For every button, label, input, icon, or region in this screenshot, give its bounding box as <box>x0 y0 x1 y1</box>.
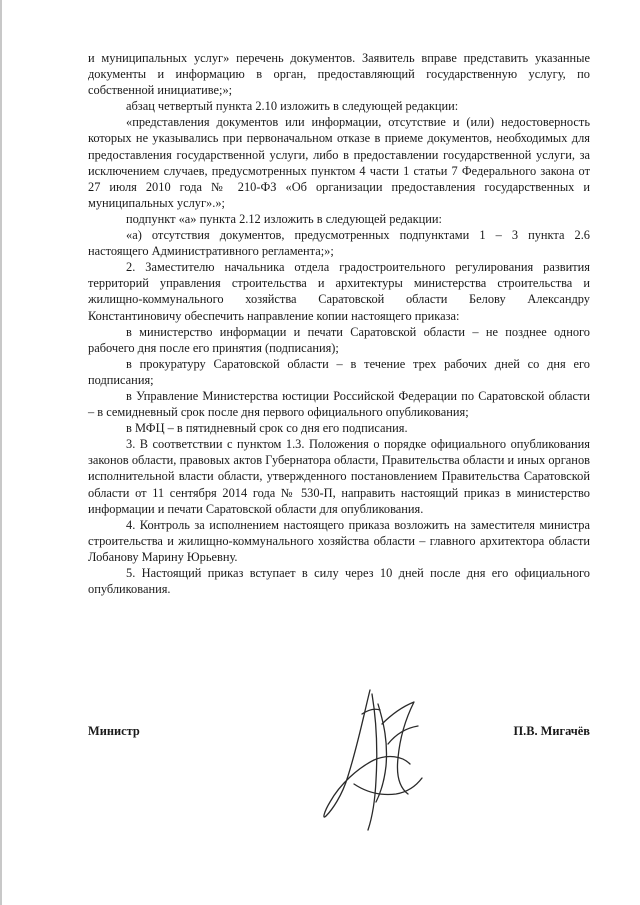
paragraph-item-2: 2. Заместителю начальника отдела градостроительного регулирования развития территорий управления строительства и архитектуры министерства строительства и жилищно-коммунального хозяйства Саратовской области Белову Александру Константиновичу обеспечить направление копии настоящего приказа: <box>88 260 590 323</box>
paragraph-item-5: 5. Настоящий приказ вступает в силу через 10 дней после дня его официального опубликования. <box>88 566 590 597</box>
signatory-name: П.В. Мигачёв <box>513 724 590 738</box>
paragraph-continuation: и муниципальных услуг» перечень документов. Заявитель вправе представить указанные документы и информацию в орган, предоставляющий государственную услугу, по собственной инициативе;»; <box>88 51 590 98</box>
handwritten-signature <box>318 684 428 834</box>
paragraph-item-3: 3. В соответствии с пунктом 1.3. Положения о порядке официального опубликования законов области, правовых актов Губернатора области, Правительства области и иных органов исполнительной власти области, утвержденного постановлением Правительства Саратовской области от 11 сентября 2014 года № 530-П, направить настоящий приказ в министерство информации и печати Саратовской области для опубликования. <box>88 437 590 516</box>
paragraph-amendment-2-10: абзац четвертый пункта 2.10 изложить в следующей редакции: <box>126 99 459 114</box>
document-body <box>88 50 590 597</box>
paragraph-recipient-mfc: в МФЦ – в пятидневный срок со дня его подписания. <box>126 421 408 436</box>
paragraph-recipient-info-ministry: в министерство информации и печати Саратовской области – не позднее одного рабочего дня после его принятия (подписания); <box>88 324 590 355</box>
paragraph-item-4: 4. Контроль за исполнением настоящего приказа возложить на заместителя министра строительства и жилищно-коммунального хозяйства области – главного архитектора области Лобанову Марину Юрьевну. <box>88 517 590 564</box>
paragraph-recipient-justice: в Управление Министерства юстиции Российской Федерации по Саратовской области – в семидневный срок после дня первого официального опубликования; <box>88 388 590 420</box>
paragraph-amendment-2-10-text: «представления документов или информации, отсутствие и (или) недостоверность которых не указывались при первоначальном отказе в приеме документов, необходимых для предоставления государственной услуги, либо в предоставлении государственной услуги, за исключением случаев, предусмотренных пунктом 4 части 1 статьи 7 Федерального закона от 27 июля 2010 года № 210-ФЗ «Об организации предоставления государственных и муниципальных услуг».»; <box>88 115 590 210</box>
paragraph-amendment-2-12-text: «а) отсутствия документов, предусмотренных подпунктами 1 – 3 пункта 2.6 настоящего Административного регламента;»; <box>88 228 590 259</box>
scan-edge <box>0 0 2 905</box>
paragraph-amendment-2-12: подпункт «а» пункта 2.12 изложить в следующей редакции: <box>126 211 442 226</box>
signatory-title: Министр <box>88 724 140 738</box>
paragraph-recipient-prosecutor: в прокуратуру Саратовской области – в течение трех рабочих дней со дня его подписания; <box>88 356 590 387</box>
